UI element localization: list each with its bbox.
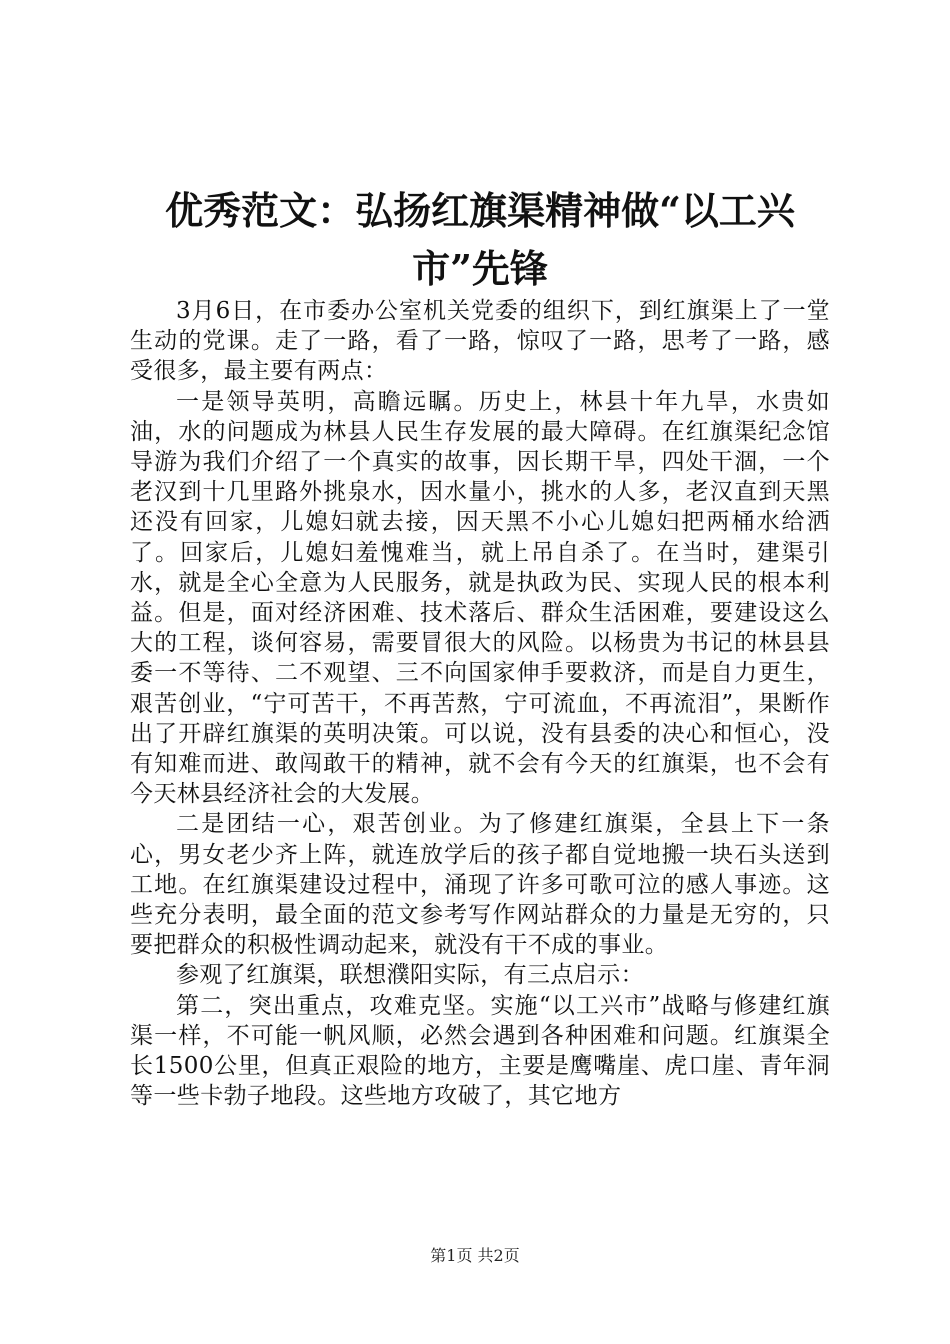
- paragraph-intro: 3月6日，在市委办公室机关党委的组织下，到红旗渠上了一堂生动的党课。走了一路，看了一路，惊叹了一路，思考了一路，感受很多，最主要有两点：: [130, 298, 830, 385]
- document-title: 优秀范文：弘扬红旗渠精神做“以工兴市”先锋: [165, 188, 795, 291]
- paragraph-point-two: 二是团结一心，艰苦创业。为了修建红旗渠，全县上下一条心，男女老少齐上阵，就连放学后的孩子都自觉地搬一块石头送到工地。在红旗渠建设过程中，涌现了许多可歌可泣的感人事迹。这些充分表明，最全面的范文参考写作网站群众的力量是无穷的，只要把群众的积极性调动起来，就没有干不成的事业。: [130, 811, 830, 959]
- paragraph-inspiration-intro: 参观了红旗渠，联想濮阳实际，有三点启示：: [176, 962, 644, 989]
- paragraph-point-one: 一是领导英明，高瞻远瞩。历史上，林县十年九旱，水贵如油，水的问题成为林县人民生存发展的最大障碍。在红旗渠纪念馆导游为我们介绍了一个真实的故事，因长期干旱，四处干涸，一个老汉到十几里路外挑泉水，因水量小，挑水的人多，老汉直到天黑还没有回家，儿媳妇就去接，因天黑不小心儿媳妇把两桶水给洒了。回家后，儿媳妇羞愧难当，就上吊自杀了。在当时，建渠引水，就是全心全意为人民服务，就是执政为民、实现人民的根本利益。但是，面对经济困难、技术落后、群众生活困难，要建设这么大的工程，谈何容易，需要冒很大的风险。以杨贵为书记的林县县委一不等待、二不观望、三不向国家伸手要救济，而是自力更生，艰苦创业，“宁可苦干，不再苦熬，宁可流血，不再流泪”，果断作出了开辟红旗渠的英明决策。可以说，没有县委的决心和恒心，没有知难而进、敢闯敢干的精神，就不会有今天的红旗渠，也不会有今天林县经济社会的大发展。: [130, 388, 830, 808]
- document-body: [130, 296, 830, 1111]
- paragraph-inspiration-second: 第二，突出重点，攻难克坚。实施“以工兴市”战略与修建红旗渠一样，不可能一帆风顺，必然会遇到各种困难和问题。红旗渠全长1500公里，但真正艰险的地方，主要是鹰嘴崖、虎口崖、青年洞等一些卡勃子地段。这些地方攻破了，其它地方: [130, 992, 830, 1110]
- page-footer: 第1页 共2页: [430, 1246, 520, 1265]
